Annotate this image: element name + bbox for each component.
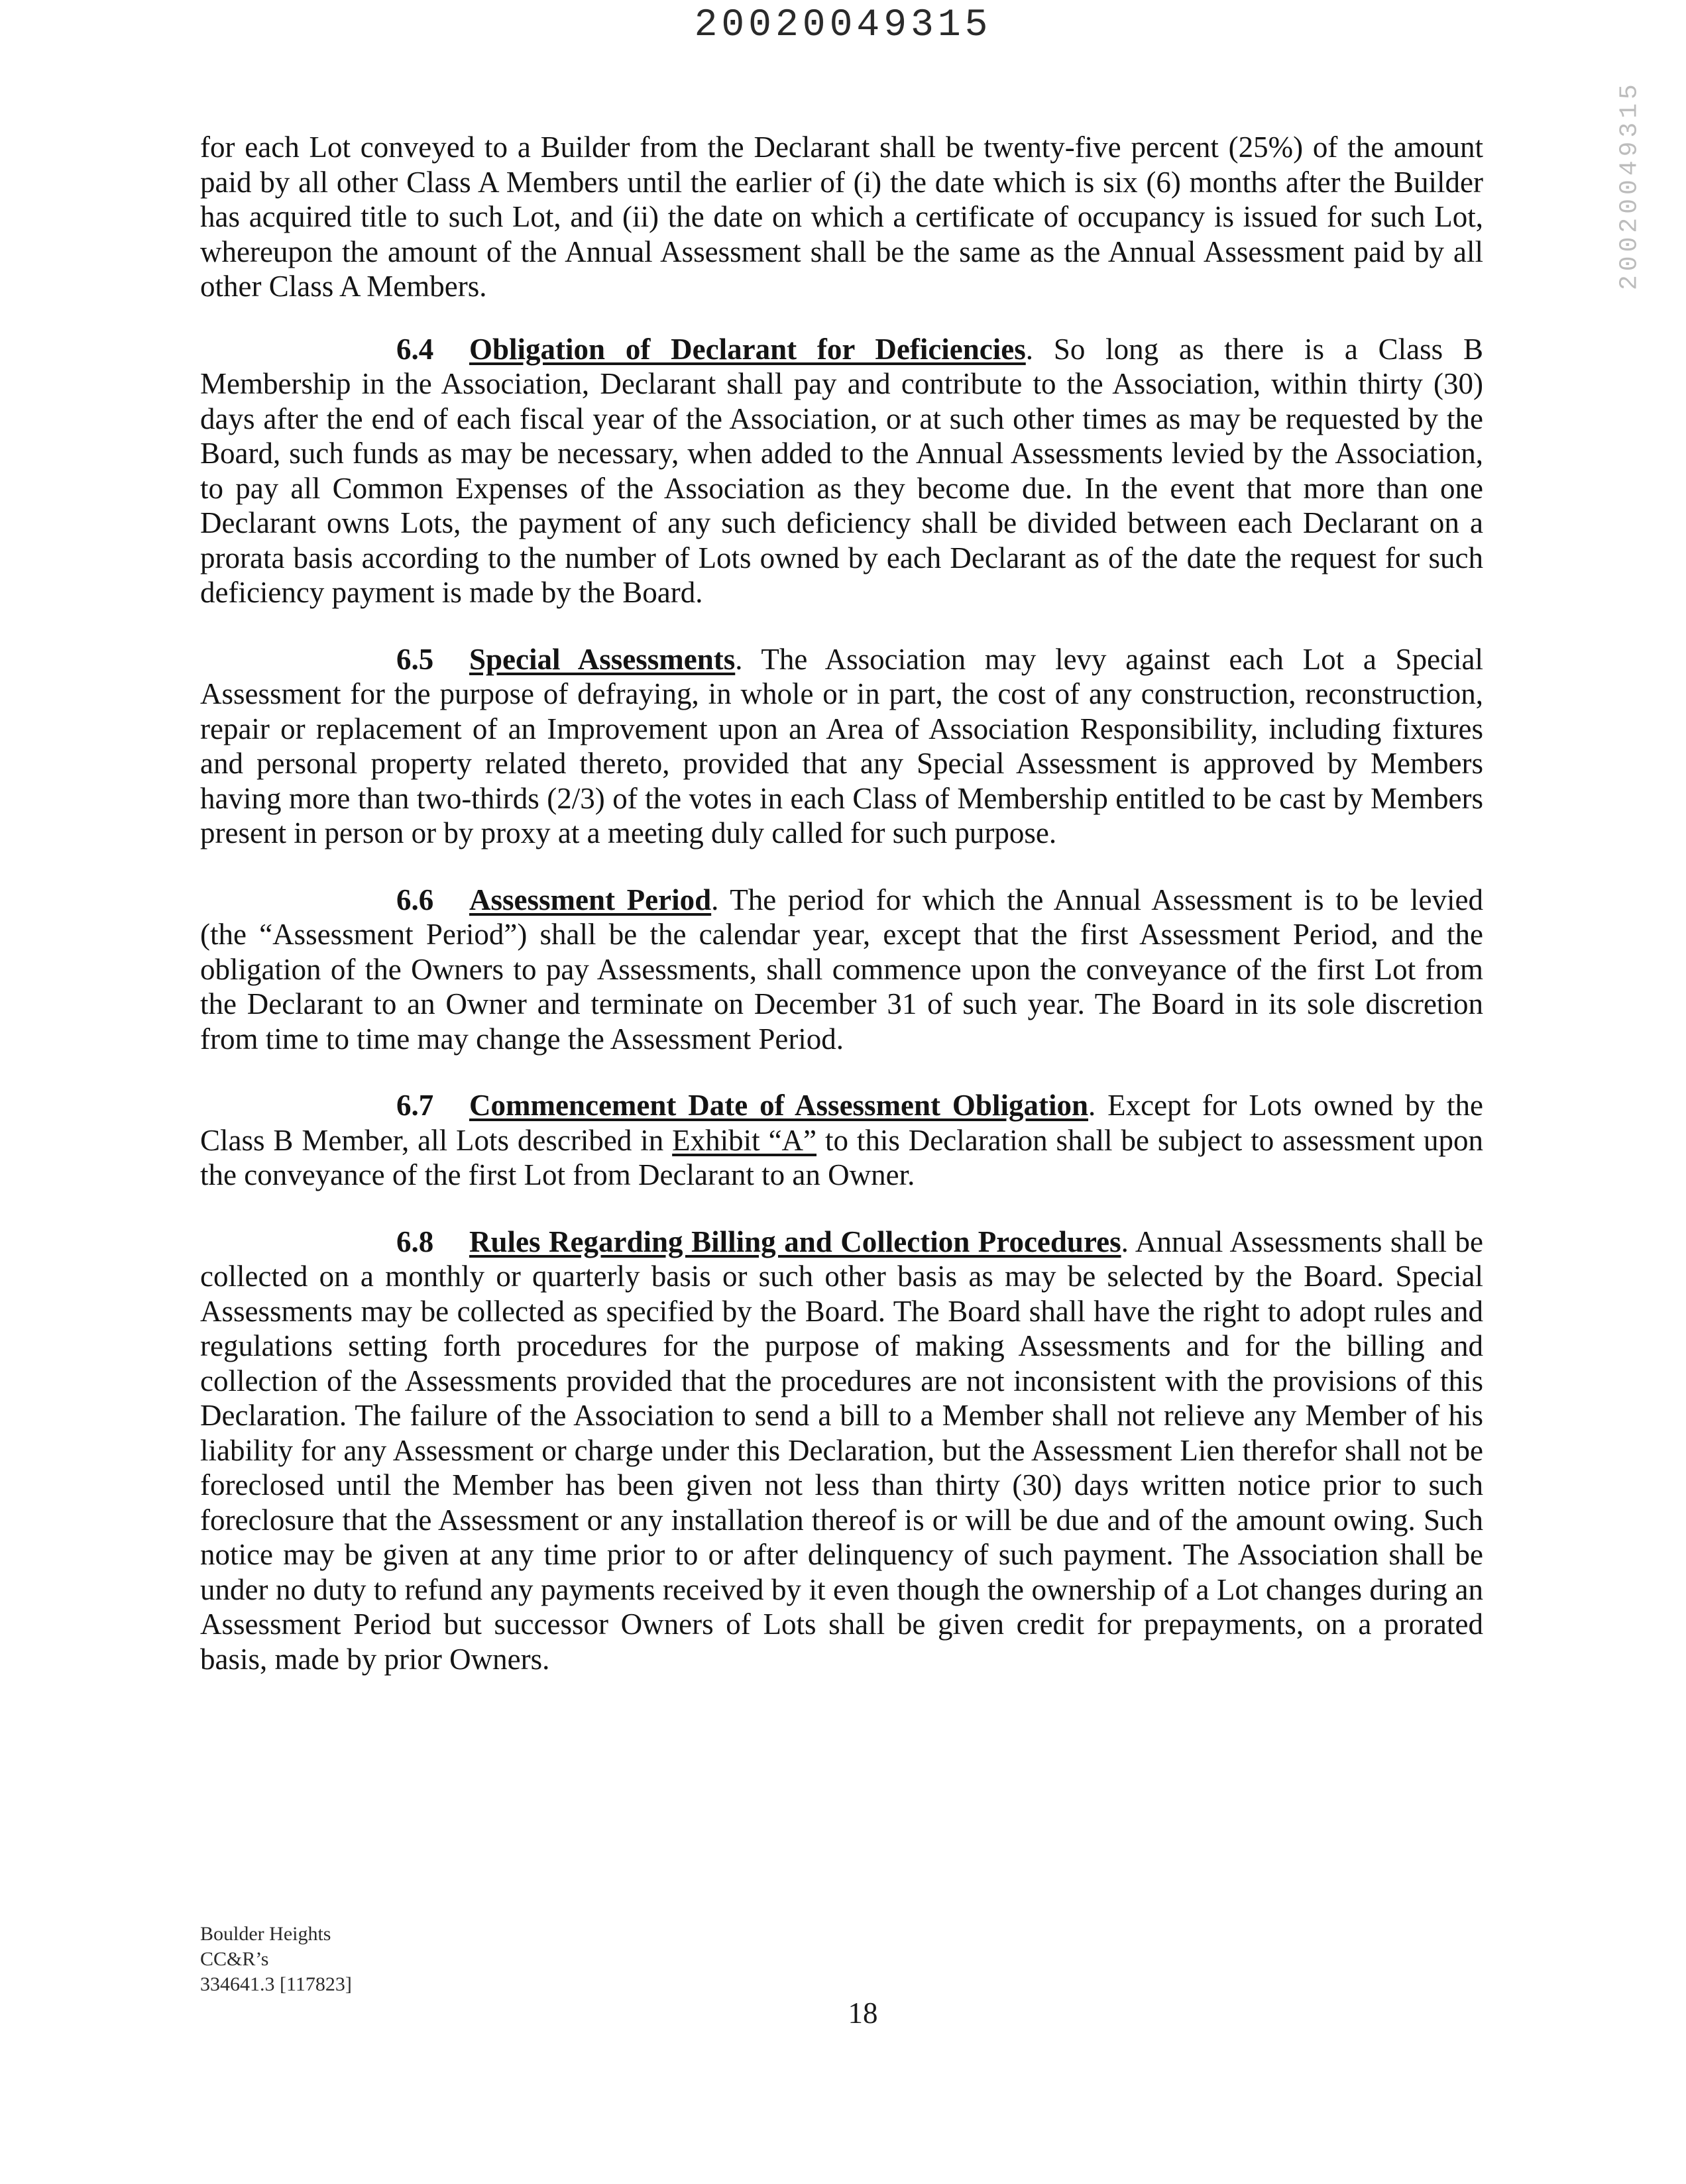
section-number: 6.6 xyxy=(396,883,434,916)
section-text: . So long as there is a Class B Membership in the Association, Declarant shall pay and contribute to the Association, within thirty (30) days after the end of each fiscal year of the Association, or at such other times as may be requested by the Board, such funds as may be necessary, when added to the Annual Assessments levied by the Association, to pay all Common Expenses of the Association as they become due. In the event that more than one Declarant owns Lots, the payment of any such deficiency shall be divided between each Declarant on a prorata basis according to the number of Lots owned by each Declarant as of the date the request for such deficiency payment is made by the Board. xyxy=(200,332,1483,609)
section-title: Assessment Period xyxy=(469,883,712,916)
section-number: 6.7 xyxy=(396,1089,434,1122)
section-title: Obligation of Declarant for Deficiencies xyxy=(469,332,1026,366)
section-text: to this Declaration shall be subject to assessment upon the conveyance of the first Lot from Declarant to an Owner. xyxy=(200,1123,1483,1191)
footer-file-number: 334641.3 [117823] xyxy=(200,1973,352,1995)
section-text: . Annual Assessments shall be collected on a monthly or quarterly basis or such other basis as may be selected by the Board. Special Assessments may be collected as specified by the Board. The Board shall have the right to adopt rules and regulations setting forth procedures for the purpose of making Assessments and for the billing and collection of the Assessments provided that the procedures are not inconsistent with the provisions of this Declaration. The failure of the Association to send a bill to a Member shall not relieve any Member of his liability for any Assessment or charge under this Declaration, but the Assessment Lien therefor shall not be foreclosed until the Member has been given not less than thirty (30) days written notice prior to such foreclosure that the Assessment or any installation thereof is or will be due and of the amount owing. Such notice may be given at any time prior to or after delinquency of such payment. The Association shall be under no duty to refund any payments received by it even though the ownership of a Lot changes during an Assessment Period but successor Owners of Lots shall be given credit for prepayments, on a prorated basis, made by prior Owners. xyxy=(200,1225,1483,1676)
side-stamp: 20020049315 xyxy=(1615,80,1644,291)
section-6-8 xyxy=(200,1225,1483,1677)
paragraph-intro: for each Lot conveyed to a Builder from the Declarant shall be twenty-five percent (25%) of the amount paid by all other Class A Members until the earlier of (i) the date which is six (6) months after the Builder has acquired title to such Lot, and (ii) the date on which a certificate of occupancy is issued for such Lot, whereupon the amount of the Annual Assessment shall be the same as the Annual Assessment paid by all other Class A Members. xyxy=(200,131,1483,303)
footer-document-type: CC&R’s xyxy=(200,1948,269,1970)
section-text: . Except for Lots owned by the Class B Member, all Lots described in xyxy=(200,1089,1483,1157)
section-6-4 xyxy=(200,332,1483,610)
document-body xyxy=(200,130,1483,1708)
page-number: 18 xyxy=(848,1996,878,2030)
section-6-5 xyxy=(200,642,1483,851)
section-number: 6.5 xyxy=(396,642,434,676)
section-title: Special Assessments xyxy=(469,642,736,676)
recording-number: 20020049315 xyxy=(694,4,992,47)
section-title: Rules Regarding Billing and Collection Procedures xyxy=(469,1225,1121,1258)
section-text: . The period for which the Annual Assessment is to be levied (the “Assessment Period”) shall be the calendar year, except that the first Assessment Period, and the obligation of the Owners to pay Assessments, shall commence upon the conveyance of the first Lot from the Declarant to an Owner and terminate on December 31 of such year. The Board in its sole discretion from time to time may change the Assessment Period. xyxy=(200,883,1483,1056)
section-6-6 xyxy=(200,883,1483,1057)
section-number: 6.8 xyxy=(396,1225,434,1258)
section-6-7 xyxy=(200,1088,1483,1193)
exhibit-reference: Exhibit “A” xyxy=(672,1123,817,1157)
footer-reference xyxy=(200,1922,352,1997)
section-text: . The Association may levy against each Lot a Special Assessment for the purpose of defraying, in whole or in part, the cost of any construction, reconstruction, repair or replacement of an Improvement upon an Area of Association Responsibility, including fixtures and personal property related thereto, provided that any Special Assessment is approved by Members having more than two-thirds (2/3) of the votes in each Class of Membership entitled to be cast by Members present in person or by proxy at a meeting duly called for such purpose. xyxy=(200,642,1484,849)
footer-project-name: Boulder Heights xyxy=(200,1923,331,1945)
section-title: Commencement Date of Assessment Obligation xyxy=(469,1089,1088,1122)
section-number: 6.4 xyxy=(396,332,434,366)
